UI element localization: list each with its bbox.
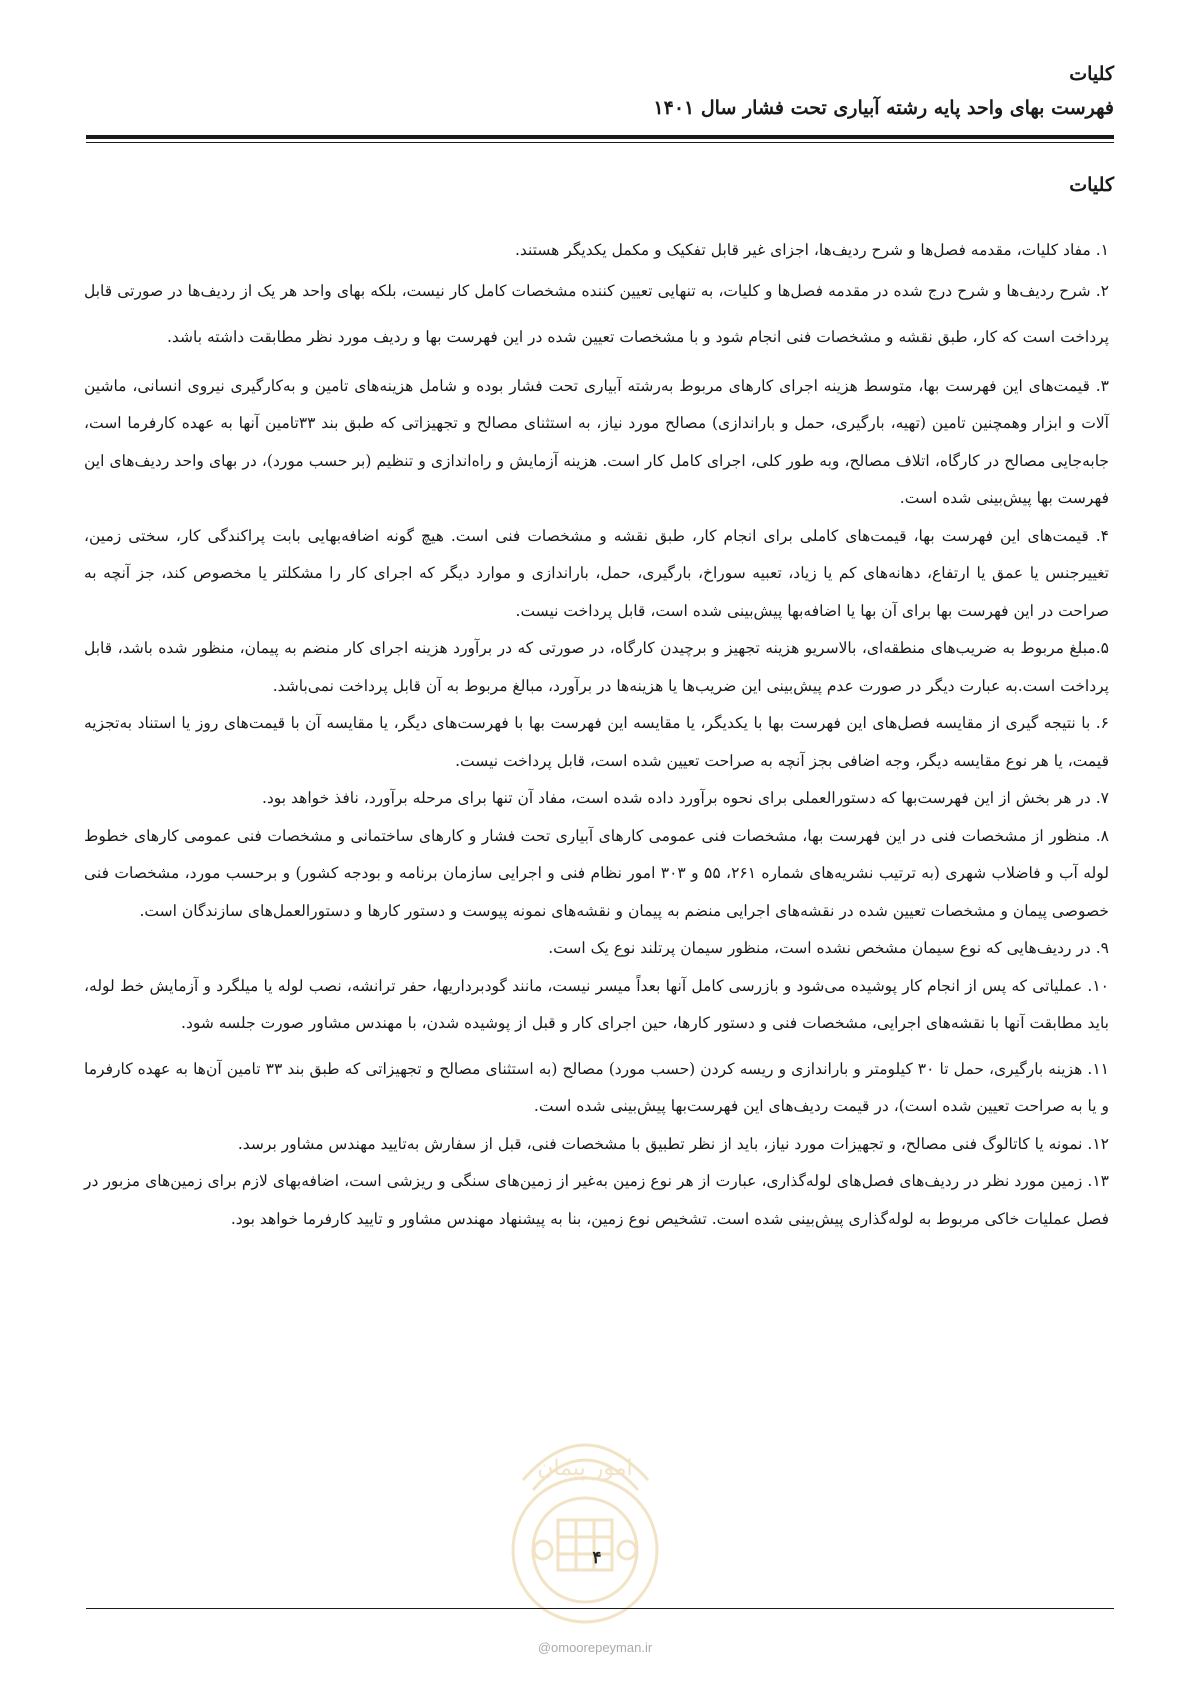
- header-title: کلیات: [1069, 63, 1114, 85]
- header-rule-thin: [86, 142, 1114, 143]
- paragraph-2: ۲. شرح ردیف‌ها و شرح درج شده در مقدمه فصل‌ها و کلیات، به تنهایی تعیین کننده مشخصات کامل کار نیست، بلکه بهای واحد هر یک از ردیف‌ها در صورتی قابل پرداخت است که کار، طبق نقشه و مشخصات فنی انجام شود و با مشخصات تعیین شده در این فهرست بها و ردیف مورد نظر مطابقت داشته باشد.: [84, 281, 1109, 346]
- page-header: [86, 58, 1114, 126]
- page-number: ۴: [592, 1548, 602, 1568]
- footer-rule: [86, 1608, 1114, 1609]
- paragraph-11: ۱۱. هزینه بارگیری، حمل تا ۳۰ کیلومتر و باراندازی و ریسه کردن (حسب مورد) مصالح (به استثنای مصالح و تجهیزاتی که طبق بند ۳۳ تامین آن‌ها به عهده کارفرما و یا به صراحت تعیین شده است)، در قیمت ردیف‌های این فهرست‌بها پیش‌بینی شده است.: [84, 1059, 1109, 1116]
- header-rule-thick: [86, 135, 1114, 139]
- paragraph-12: ۱۲. نمونه یا کاتالوگ فنی مصالح، و تجهیزات مورد نیاز، باید از نظر تطبیق با مشخصات فنی، قبل از سفارش به‌تایید مهندس مشاور برسد.: [237, 1134, 1109, 1153]
- paragraph-5: ۵.مبلغ مربوط به ضریب‌های منطقه‌ای، بالاسریو هزینه تجهیز و برچیدن کارگاه، در صورتی که در برآورد هزینه اجرای کار منضم به پیمان، منظور شده باشد، قابل پرداخت است.به عبارت دیگر در صورت عدم پیش‌بینی این ضریب‌ها یا هزینه‌ها در برآورد، مبالغ مربوط به آن قابل پرداخت نمی‌باشد.: [84, 639, 1109, 695]
- paragraph-9: ۹. در ردیف‌هایی که نوع سیمان مشخص نشده است، منظور سیمان پرتلند نوع یک است.: [548, 939, 1109, 958]
- body-content: [84, 234, 1109, 1238]
- paragraph-8: ۸. منظور از مشخصات فنی در این فهرست بها، مشخصات فنی عمومی کارهای آبیاری تحت فشار و کارهای ساختمانی و مشخصات فنی عمومی کارهای خطوط لوله آب و فاضلاب شهری (به ترتیب نشریه‌های شماره ۲۶۱، ۵۵ و ۳۰۳ امور نظام فنی و اجرایی سازمان برنامه و بودجه کشور) و برحسب مورد، مشخصات فنی خصوصی پیمان و مشخصات تعیین شده در نقشه‌های اجرایی منضم به پیمان و نقشه‌های نمونه پیوست و دستور کارها و دستورالعمل‌های سازندگان است.: [84, 826, 1109, 920]
- paragraph-3: ۳. قیمت‌های این فهرست بها، متوسط هزینه اجرای کارهای مربوط به‌رشته آبیاری تحت فشار بوده و شامل هزینه‌های تامین و به‌کارگیری نیروی انسانی، ماشین آلات و ابزار وهمچنین تامین (تهیه، بارگیری، حمل و باراندازی) مصالح مورد نیاز، به استثنای مصالح و تجهیزاتی که طبق بند ۳۳تامین آنها به عهده کارفرما است، جابه‌جایی مصالح در کارگاه، اتلاف مصالح، وبه طور کلی، اجرای کامل کار است. هزینه آزمایش و راه‌اندازی و تنظیم (بر حسب مورد)، در بهای واحد ردیف‌های این فهرست بها پیش‌بینی شده است.: [84, 376, 1109, 508]
- header-subtitle: فهرست بهای واحد پایه رشته آبیاری تحت فشار سال ۱۴۰۱: [653, 97, 1114, 119]
- paragraph-6: ۶. با نتیجه گیری از مقایسه فصل‌های این فهرست بها با یکدیگر، یا مقایسه این فهرست بها با فهرست‌های دیگر، یا مقایسه آن با قیمت‌های روز یا استناد به‌تجزیه قیمت، یا هر نوع مقایسه دیگر، وجه اضافی بجز آنچه به صراحت تعیین شده است، قابل پرداخت نیست.: [84, 714, 1109, 770]
- paragraph-1: ۱. مفاد کلیات، مقدمه فصل‌ها و شرح ردیف‌ها، اجزای غیر قابل تفکیک و مکمل یکدیگر هستند.: [514, 241, 1109, 259]
- watermark-text: امور پیمان: [537, 1456, 633, 1481]
- paragraph-10: ۱۰. عملیاتی که پس از انجام کار پوشیده می‌شود و بازرسی کامل آنها بعداً میسر نیست، مانند گودبرداریها، حفر ترانشه، نصب لوله یا میلگرد و آزمایش خط لوله، باید مطابقت آنها با نقشه‌های اجرایی، مشخصات فنی و دستور کارها، حین اجرای کار و قبل از پوشیده شدن، با مهندس مشاور صورت جلسه شود.: [84, 976, 1109, 1033]
- watermark-logo: [503, 1420, 668, 1630]
- paragraph-4: ۴. قیمت‌های این فهرست بها، قیمت‌های کاملی برای انجام کار، طبق نقشه و مشخصات فنی است. هیچ گونه اضافه‌بهایی بابت پراکندگی کار، سختی زمین، تغییرجنس یا عمق یا ارتفاع، دهانه‌های کم یا زیاد، تعبیه سوراخ، بارگیری، حمل، باراندازی و موارد دیگر که اجرای کار را مشکلتر یا مخصوص کند، جز آنچه به صراحت در این فهرست بها برای آن بها یا اضافه‌بها پیش‌بینی شده است، قابل پرداخت نیست.: [84, 526, 1109, 620]
- footer-site: @omoorepeyman.ir: [537, 1640, 653, 1655]
- paragraph-13: ۱۳. زمین مورد نظر در ردیف‌های فصل‌های لوله‌گذاری، عبارت از هر نوع زمین به‌غیر از زمین‌های سنگی و ریزشی است، اضافه‌بهای لازم برای زمین‌های مزبور در فصل عملیات خاکی مربوط به لوله‌گذاری پیش‌بینی شده است. تشخیص نوع زمین، بنا به پیشنهاد مهندس مشاور و تایید کارفرما خواهد بود.: [84, 1172, 1109, 1228]
- paragraph-7: ۷. در هر بخش از این فهرست‌بها که دستورالعملی برای نحوه برآورد داده شده است، مفاد آن تنها برای مرحله برآورد، نافذ خواهد بود.: [261, 789, 1109, 808]
- section-title: کلیات: [1069, 174, 1114, 196]
